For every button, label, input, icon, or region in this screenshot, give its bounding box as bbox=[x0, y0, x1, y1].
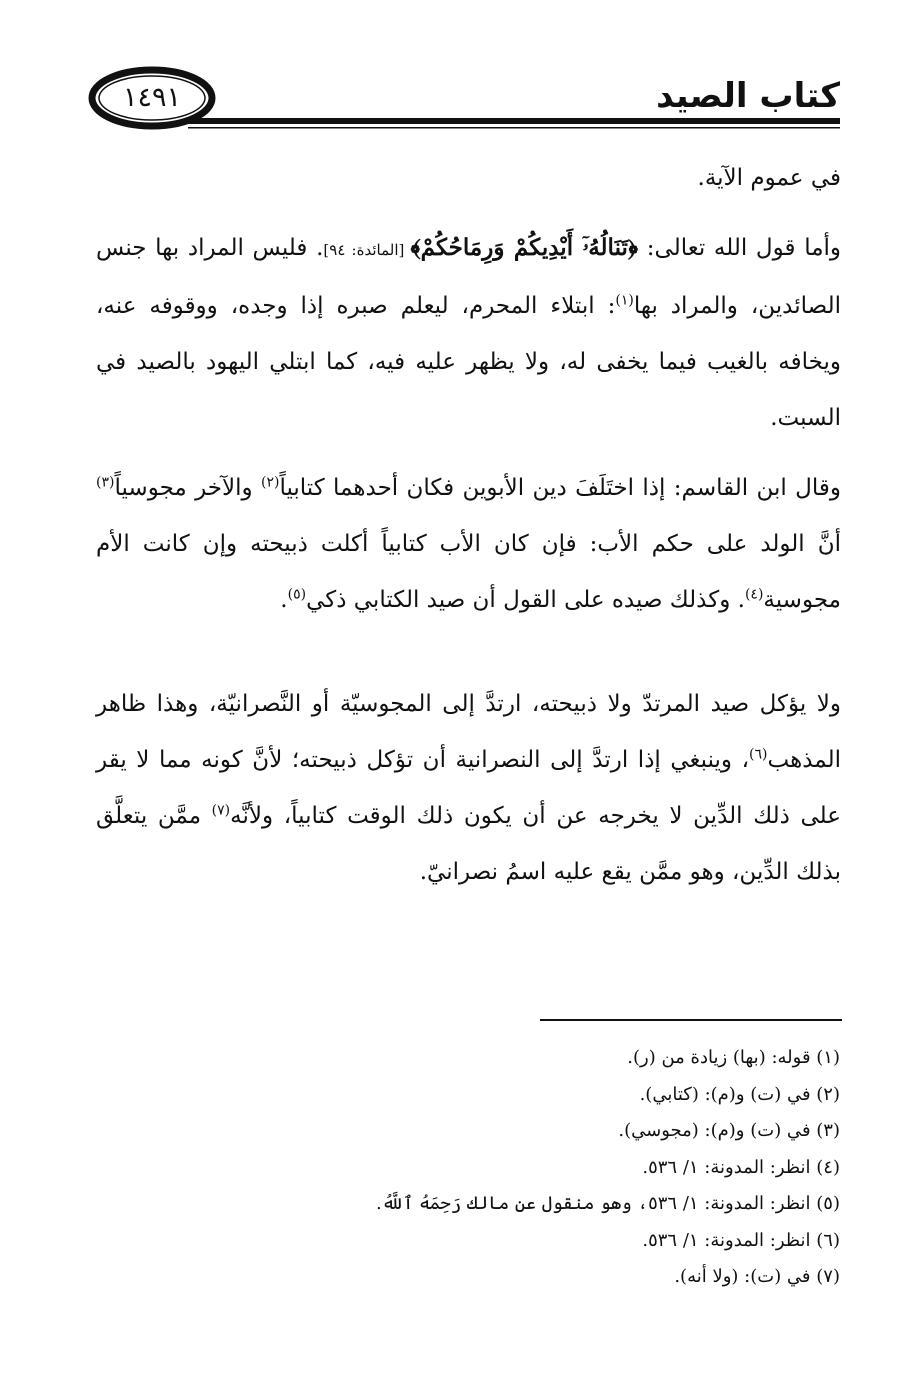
page-header bbox=[88, 54, 840, 134]
footnote-ref-6[interactable]: (٦) bbox=[749, 746, 768, 763]
paragraph-gap bbox=[96, 206, 841, 220]
footnote-6: (٦) انظر: المدونة: ١/ ٥٣٦. bbox=[642, 1229, 840, 1251]
paragraph-2-intro: وأما قول الله تعالى: bbox=[638, 235, 842, 261]
footnote-separator bbox=[540, 1019, 842, 1021]
paragraph-3-part-2: والآخر مجوسياً bbox=[114, 475, 261, 501]
footnotes-list bbox=[300, 1040, 840, 1296]
paragraph-3-part-5: . bbox=[280, 587, 288, 613]
footnote-1: (١) قوله: (بها) زيادة من (ر). bbox=[627, 1047, 840, 1068]
paragraph-gap bbox=[96, 446, 841, 460]
verse-source: [المائدة: ٩٤] bbox=[323, 241, 411, 259]
quran-verse: ﴿تَنَالُهُۥٓ أَيْدِيكُمْ وَرِمَاحُكُمْ﴾ bbox=[410, 234, 639, 261]
paragraph-3 bbox=[96, 460, 841, 628]
footnote-2: (٢) في (ت) و(م): (كتابي). bbox=[639, 1083, 840, 1105]
section-gap bbox=[96, 628, 841, 676]
paragraph-4-part-2: ، وينبغي إذا ارتدَّ إلى النصرانية أن تؤكل ذبيحته؛ لأنَّ كونه مما لا يقر على ذلك الدِّين لا يخرجه عن أن يكون ذلك الوقت كتابياً، ولأنَّه bbox=[96, 747, 841, 829]
paragraph-4-part-1: ولا يؤكل صيد المرتدّ ولا ذبيحته، ارتدَّ إلى المجوسيّة أو النَّصرانيّة، وهذا ظاهر المذهب bbox=[96, 691, 841, 773]
footnote-ref-5[interactable]: (٥) bbox=[287, 586, 307, 603]
paragraph-3-part-3: أنَّ الولد على حكم الأب: فإن كان الأب كتابياً أكلت ذبيحته وإن كانت الأم مجوسية bbox=[96, 531, 841, 613]
footnote-ref-4[interactable]: (٤) bbox=[744, 586, 764, 603]
footnote-ref-7[interactable]: (٧) bbox=[211, 802, 231, 819]
paragraph-4-part-3: ممَّن يتعلَّق بذلك الدِّين، وهو ممَّن يقع عليه اسمُ نصرانيّ. bbox=[96, 803, 841, 885]
main-text bbox=[96, 150, 841, 900]
paragraph-3-part-1: وقال ابن القاسم: إذا اختَلَفَ دين الأبوين فكان أحدهما كتابياً bbox=[279, 475, 841, 501]
paragraph-4 bbox=[96, 676, 841, 900]
footnote-ref-3[interactable]: (٣) bbox=[96, 474, 115, 491]
paragraph-2 bbox=[96, 220, 841, 446]
paragraph-1-text: في عموم الآية. bbox=[697, 165, 841, 191]
footnote-5: (٥) انظر: المدونة: ١/ ٥٣٦، وهو منقول عن مالك رَحِمَهُ ٱللَّهُ. bbox=[376, 1193, 840, 1214]
paragraph-2-end: : ابتلاء المحرم، ليعلم صبره إذا وجده، ووقوفه عنه، ويخافه بالغيب فيما يخفى له، ولا يظهر عليه فيه، كما ابتلي اليهود بالصيد في السبت. bbox=[96, 293, 841, 431]
footnote-3: (٣) في (ت) و(م): (مجوسي). bbox=[618, 1120, 840, 1141]
paragraph-3-part-4: . وكذلك صيده على القول أن صيد الكتابي ذكي bbox=[306, 587, 745, 613]
paragraph-1 bbox=[96, 150, 841, 206]
footnote-7: (٧) في (ت): (ولا أنه). bbox=[674, 1266, 840, 1287]
paragraph-2-mid: . فليس المراد بها جنس الصائدين، والمراد بها bbox=[96, 235, 842, 319]
book-title: كتاب الصيد bbox=[656, 76, 840, 116]
footnote-ref-2[interactable]: (٢) bbox=[260, 474, 280, 491]
footnote-4: (٤) انظر: المدونة: ١/ ٥٣٦. bbox=[642, 1156, 840, 1178]
footnote-ref-1[interactable]: (١) bbox=[615, 292, 634, 309]
page-number: ١٤٩١ bbox=[122, 82, 181, 113]
